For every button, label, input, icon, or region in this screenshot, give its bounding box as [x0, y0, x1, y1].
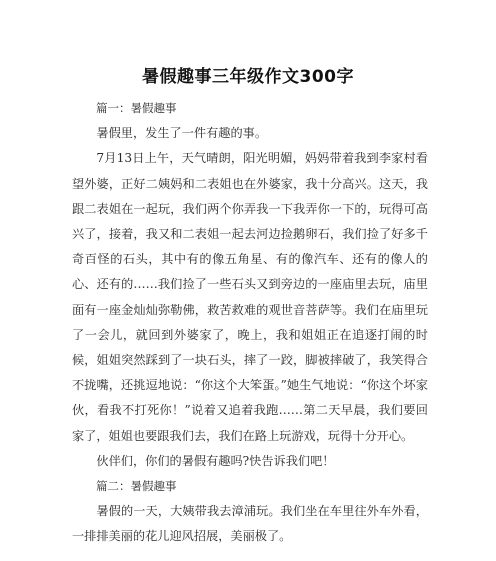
paragraph-closing: 伙伴们，你们的暑假有趣吗?快告诉我们吧！: [96, 453, 335, 468]
section-heading-1: 篇一：暑假趣事: [96, 101, 177, 115]
paragraph-story: 7月13日上午，天气晴朗，阳光明媚，妈妈带着我到李家村看望外婆，正好二姨妈和二表姐也在外婆家，我十分高兴。这天，我跟二表姐在一起玩，我们两个你弄我一下我弄你一下的，玩得可高兴了，接着，我又和二表姐一起去河边捡鹅卵石，我们捡了好多千奇百怪的石头，其中有的像五角星、有的像汽车、还有的像人的心、还有的……我们捡了一些石头又到旁边的一座庙里去玩，庙里面有一座金灿灿弥勒佛，救苦救难的观世音菩萨等。我们在庙里玩了一会儿，就回到外婆家了，晚上，我和姐姐正在追逐打闹的时候，姐姐突然踩到了一块石头，摔了一跤，脚被摔破了，我笑得合不拢嘴，还挑逗地说：“你这个大笨蛋。”她生气地说：“你这个坏家伙，看我不打死你！”说着又追着我跑……第二天早晨，我们要回家了，姐姐也要跟我们去，我们在路上玩游戏，玩得十分开心。: [72, 151, 428, 443]
document-body: [72, 96, 428, 550]
paragraph-intro: 暑假里，发生了一件有趣的事。: [96, 126, 268, 141]
document-title: 暑假趣事三年级作文300字: [142, 67, 354, 87]
section-heading-2: 篇二：暑假趣事: [96, 479, 177, 494]
paragraph-section2: 暑假的一天，大姨带我去漳浦玩。我们坐在车里往外车外看，一排排美丽的花儿迎风招展，美丽极了。: [72, 504, 428, 544]
